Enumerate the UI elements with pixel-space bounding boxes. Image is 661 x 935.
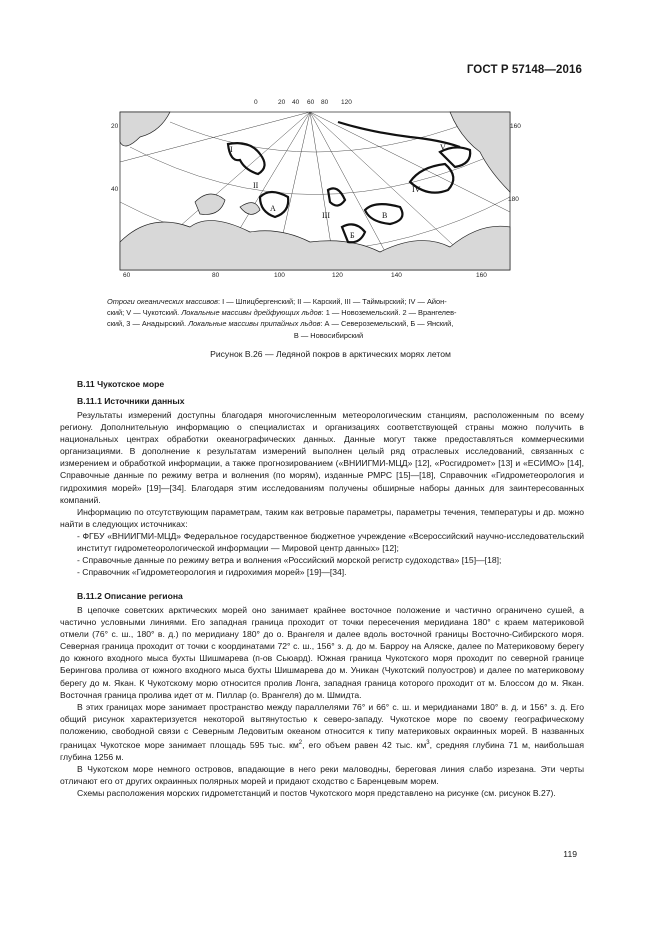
- list-item: - Справочные данные по режиму ветра и волнения «Российский морской регистр судоходства» [15]—[18];: [77, 555, 502, 566]
- top-degree-labels: [254, 99, 352, 106]
- figure-caption: Рисунок В.26 — Ледяной покров в арктических морях летом: [210, 349, 451, 359]
- lat-label: 180: [508, 196, 519, 203]
- paragraph: Информацию по отсутствующим параметрам, таким как ветровые параметры, параметры течения, температуры и др. можно найти в следующих источниках:: [60, 506, 584, 529]
- region-label-V-cyr: В: [382, 211, 388, 220]
- side-lat-labels: [111, 123, 521, 203]
- paragraph: В Чукотском море немного островов, впадающие в него реки маловодны, береговая линия слабо изрезана. Эти черты отличают его от других окраинных полярных морей и придают сходство с Баренцевым морем.: [60, 764, 584, 787]
- region-label-V: V: [440, 143, 446, 152]
- subsection-2-body: [60, 604, 584, 799]
- deg-label: 40: [292, 99, 300, 106]
- arctic-ice-map: [110, 92, 522, 288]
- lon-label: 160: [476, 272, 487, 279]
- deg-label: 120: [341, 99, 352, 106]
- region-label-I: I: [230, 145, 233, 154]
- lat-label: 160: [510, 123, 521, 130]
- page-number: 119: [563, 849, 577, 859]
- lon-label: 100: [274, 272, 285, 279]
- paragraph: В цепочке советских арктических морей оно занимает крайнее восточное положение и частично ограничено сушей, а частично условными линиями. Его западная граница проходит от точки пересечения меридиана 180° с краем материковой отмели (76° с. ш., 180° в. д.) по меридиану 180° до о. Врангеля и далее вдоль восточной границы Восточно-Сибирского моря. Северная граница проходит от точки с координатами 72° с. ш., 156° з. д. до м. Барроу на Аляске, далее по Материковому берегу до южного входного мыса бухты Шишмарева (п-ов Сьюард). Южная граница Чукотского моря проходит по северной границе Берингова пролива от южного входного мыса бухты Шишмарева до м. Уникан (Чукотский полуостров) и далее по материковому берегу до м. Якан. К Чукотскому морю относится пролив Лонга, западная граница которого проходит от м. Блоссом до м. Якан. Восточная граница пролива идет от м. Пиллар (о. Врангеля) до м. Шмидта.: [60, 605, 584, 700]
- region-label-B: Б: [350, 231, 355, 240]
- figure-legend: Отроги океанических массивов: I — Шпицбергенский; II — Карский, III — Таймырский; IV — Айон- ский; V — Чукотский. Локальные массивы дрейфующих льдов: 1 — Новоземельский. 2 — Врангелев- ский, 3 — Анадырский. Локальные массивы припайных льдов: А — Североземельский, Б — Янский, В — Новосибирский: [107, 297, 457, 340]
- bottom-lon-labels: [123, 272, 487, 279]
- document-code: ГОСТ Р 57148—2016: [466, 64, 582, 76]
- lat-label: 20: [111, 123, 119, 130]
- list-item: - ФГБУ «ВНИИГМИ-МЦД» Федеральное государственное бюджетное учреждение «Всероссийский научно-исследовательский институт гидрометеорологической информации — Мировой центр данных» [12];: [77, 530, 584, 554]
- lon-label: 80: [212, 272, 220, 279]
- paragraph: Схемы расположения морских гидрометстанций и постов Чукотского моря представлено на рисунке (см. рисунок В.27).: [77, 788, 556, 799]
- ice-massifs: [228, 122, 470, 242]
- land-masses: [120, 112, 510, 270]
- list-item: - Справочник «Гидрометеорология и гидрохимия морей» [19]—[34].: [77, 567, 347, 578]
- lon-label: 140: [391, 272, 402, 279]
- lon-label: 60: [123, 272, 131, 279]
- deg-label: 0: [254, 99, 258, 106]
- region-label-IV: IV: [412, 185, 421, 194]
- subsection-title-2: В.11.2 Описание региона: [77, 591, 183, 601]
- lon-label: 120: [332, 272, 343, 279]
- deg-label: 20: [278, 99, 286, 106]
- subsection-1-body: [60, 409, 584, 578]
- section-title: В.11 Чукотское море: [77, 379, 165, 389]
- lat-label: 40: [111, 186, 119, 193]
- region-label-II: II: [253, 181, 259, 190]
- deg-label: 80: [321, 99, 329, 106]
- region-label-A: A: [270, 204, 276, 213]
- region-label-III: III: [322, 211, 330, 220]
- paragraph: В этих границах море занимает пространство между параллелями 76° и 66° с. ш. и меридианами 180° в. д. и 156° з. д. Его общий рисунок характеризуется некоторой вытянутостью к северо-западу. Чукотское море по своему географическому положению, свободной связи с Северным Ледовитым океаном относится к типу материковых окраинных морей. В названных границах Чукотское море занимает площадь 595 тыс. $км^2$, его объем равен 42 тыс. $км^3$, средняя глубина 71 м, наибольшая глубина 1256 м.: [60, 701, 584, 762]
- subsection-title-1: В.11.1 Источники данных: [77, 396, 185, 406]
- paragraph: Результаты измерений доступны благодаря многочисленным метеорологическим станциям, расположенным по всему региону. Дополнительную информацию о специалистах и организациях соответствующей страны можно получить в национальных центрах обработки океанографических данных. Данные могут также предоставляться коммерческими организациями. В дополнение к результатам измерений выполнен целый ряд отраслевых исследований, связанных с измерением и обработкой информации, а также прогнозированием («ВНИИГМИ-МЦД» [12], «Росгидромет» [13] и «ЕСИМО» [14], Справочные данные по режиму ветра и волнения (по морям), изданные РМРС [15]—[18], Справочник «Гидрометеорология и гидрохимия морей» [19]—[34]. Благодаря этим исследованиям получены обширные наборы данных для заинтересованных компаний.: [60, 410, 584, 505]
- deg-label: 60: [307, 99, 315, 106]
